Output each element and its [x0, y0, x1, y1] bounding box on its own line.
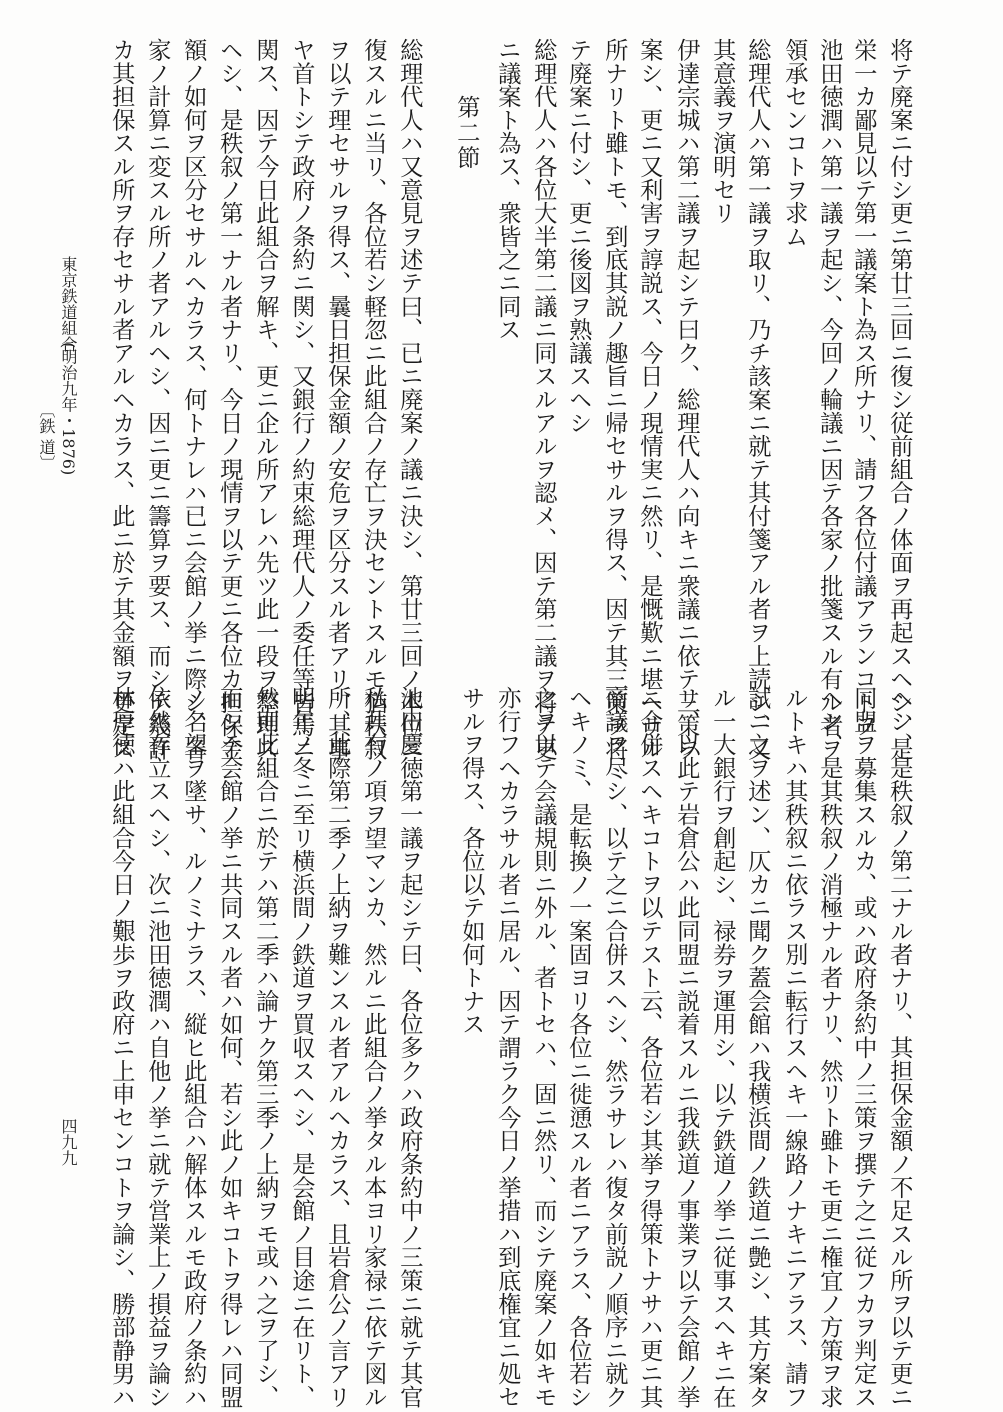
text-column: 家ノ計算ニ変スル所ノ者アルヘシ、因ニ更ニ籌算ヲ要ス、而シテ幾許	[143, 38, 171, 761]
text-column: テ廃案ニ付シ、更ニ後図ヲ熟議スヘシ	[564, 38, 592, 435]
text-column: 将テ廃案ニ付シ更ニ第廿三回ニ復シ従前組合ノ体面ヲ再起スヘシ、是	[885, 38, 913, 761]
text-column: 復スルニ当リ、各位若シ軽忽ニ此組合ノ存亡ヲ決セントスルモ猶秩叙	[359, 38, 387, 761]
text-column: 伊達宗城ハ第二議ヲ起シテ曰ク、総理代人ハ向キニ衆議ニ依テ三策ヲ	[672, 38, 700, 761]
text-column: 所、此際第二季ノ上納ヲ難ンスル者アルヘカラス、且岩倉公ノ言アリ	[323, 686, 351, 1409]
text-column: 同盟ヲ募集スルカ、或ハ政府条約中ノ三策ヲ撰テ之ニ従フカヲ判定ス	[849, 686, 877, 1409]
text-column: 亦行フヘカラサル者ニ居ル、因テ謂ラク今日ノ挙措ハ到底権宜ニ処セ	[493, 686, 521, 1409]
text-column: ヘシ、是其秩叙ノ消極ナル者ナリ、然リト雖トモ更ニ権宜ノ方策ヲ求	[815, 686, 843, 1409]
text-column: ヤ首トシテ政府ノ条約ニ関シ、又銀行ノ約束総理代人ノ委任等皆焉ニ	[287, 38, 315, 761]
text-column: カ其担保スル所ヲ存セサル者アルヘカラス、此ニ於テ其金額ヲ更定ス	[107, 38, 135, 761]
page-number: 四九九	[59, 1118, 78, 1166]
text-column: リ、以此テ岩倉公ハ此同盟ニ説着スルニ我鉄道ノ事業ヲ以テ会館ノ挙	[672, 686, 700, 1409]
text-column: 私共有ノ項ヲ望マンカ、然ルニ此組合ノ挙タル本ヨリ家禄ニ依テ図ル	[359, 686, 387, 1409]
running-head-category: 〔鉄 道〕	[37, 402, 56, 472]
text-column: ニ議案ト為ス、衆皆之ニ同ス	[493, 38, 521, 341]
text-column: 関ス、因テ今日此組合ヲ解キ、更ニ企ル所アレハ先ツ此一段ヲ整理ス	[251, 38, 279, 761]
text-column: 試ニ之ヲ述ン、仄カニ聞ク蓋会館ハ我横浜間ノ鉄道ニ艶シ、其方案タ	[743, 686, 771, 1409]
text-column: ニ合併スヘキコトヲ以テスト云、各位若シ其挙ヲ得策トナサハ更ニ其	[635, 686, 663, 1409]
text-column: 総理代人ハ各位大半第二議ニ同スルアルヲ認メ、因テ第二議ヲ将テ更	[529, 38, 557, 761]
text-column: ヘシ、是秩叙ノ第一ナル者ナリ、今日ノ現情ヲ以テ更ニ各位カ担保金	[215, 38, 243, 761]
text-column: 領承センコトヲ求ム	[780, 38, 808, 248]
text-column: 而シテ会館ノ挙ニ共同スル者ハ如何、若シ此ノ如キコトヲ得レハ同盟	[215, 686, 243, 1409]
running-head-title: 東京鉄道組合	[59, 256, 78, 352]
text-column: 総理代人ハ第一議ヲ取リ、乃チ該案ニ就テ其付箋アル者ヲ上読シ、又	[743, 38, 771, 761]
text-column: 池田徳潤ハ第一議ヲ起シ、今回ノ輪議ニ因テ各家ノ批箋スル有ル者ヲ	[815, 38, 843, 761]
text-column: 依然存立スヘシ、次ニ池田徳潤ハ自他ノ挙ニ就テ営業上ノ損益ヲ論シ	[143, 686, 171, 1409]
text-column: 額ノ如何ヲ区分セサルヘカラス、何トナレハ已ニ会館ノ挙ニ際シ、各	[179, 38, 207, 761]
text-column: サルヲ得ス、各位以テ如何トナス	[457, 686, 485, 1036]
text-column: 然則此組合ニ於テハ第二季ハ論ナク第三季ノ上納ヲモ或ハ之ヲ了シ、	[251, 686, 279, 1409]
text-column: ヘキノミ、是転換ノ一案固ヨリ各位ニ徙慂スル者ニアラス、各位若シ	[564, 686, 592, 1409]
section-heading: 第二節	[452, 95, 480, 171]
text-column: 所ナリト雖トモ、到底其説ノ趣旨ニ帰セサルヲ得ス、因テ其三策ヲ将	[600, 38, 628, 761]
text-column: ルトキハ其秩叙ニ依ラス別ニ転行スヘキ一線路ノナキニアラス、請フ	[780, 686, 808, 1409]
text-column: ノ名望ヲ墜サ、ルノミナラス、縦ヒ此組合ハ解体スルモ政府ノ条約ハ	[179, 686, 207, 1409]
text-column: 之ヲ以テ会議規則ニ外ル、者トセハ、固ニ然リ、而シテ廃案ノ如キモ	[529, 686, 557, 1409]
text-column: 林厚徳ハ此組合今日ノ艱歩ヲ政府ニ上申センコトヲ論シ、勝部静男ハ	[107, 686, 135, 1409]
text-column: 栄一カ鄙見以テ第一議案ト為ス所ナリ、請フ各位付議アランコトヲ	[849, 38, 877, 737]
text-column: 其意義ヲ演明セリ	[708, 38, 736, 225]
text-column: ヲ以テ理セサルヲ得ス、曩日担保金額ノ安危ヲ区分スル者アリ、其事	[323, 38, 351, 761]
text-column: ル一大銀行ヲ創起シ、禄券ヲ運用シ、以テ鉄道ノ挙ニ従事スヘキニ在	[708, 686, 736, 1409]
text-column: ヘシ、是秩叙ノ第二ナル者ナリ、其担保金額ノ不足スル所ヲ以テ更ニ	[885, 686, 913, 1409]
text-column: 商議ヲ尽シ、以テ之ニ合併スヘシ、然ラサレハ復タ前説ノ順序ニ就ク	[600, 686, 628, 1409]
text-column: 明年ノ冬ニ至リ横浜間ノ鉄道ヲ買収スヘシ、是会館ノ目途ニ在リト、	[287, 686, 315, 1409]
text-column: 案シ、更ニ又利害ヲ諄説ス、今日ノ現情実ニ然リ、是慨歎ニ堪ヘサル	[635, 38, 663, 761]
text-column: 池田慶徳第一議ヲ起シテ曰、各位多クハ政府条約中ノ三策ニ就テ其官	[395, 686, 423, 1409]
text-column: 総理代人ハ又意見ヲ述テ曰、已ニ廃案ノ議ニ決シ、第廿三回ノ本位ニ	[395, 38, 423, 761]
running-head-date: (明治九年・1876)	[59, 342, 78, 476]
